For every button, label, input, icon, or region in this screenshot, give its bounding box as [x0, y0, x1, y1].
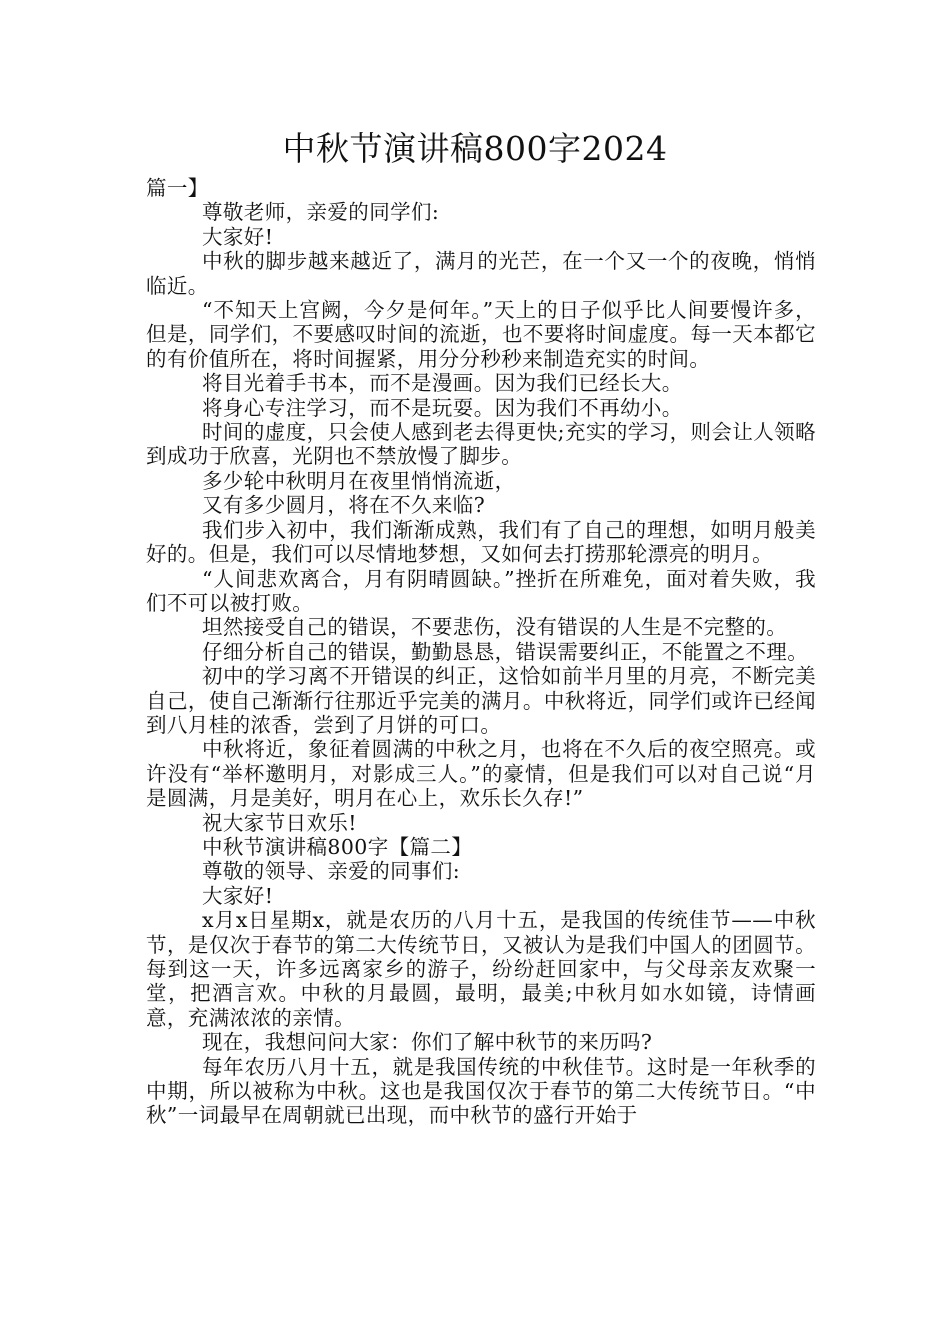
paragraph: 每年农历八月十五，就是我国传统的中秋佳节。这时是一年秋季的中期，所以被称为中秋。这也是我国仅次于春节的第二大传统节日。“中秋”一词最早在周朝就已出现，而中秋节的盛行开始于	[146, 1054, 816, 1128]
paragraph: 中秋将近，象征着圆满的中秋之月，也将在不久后的夜空照亮。或许没有“举杯邀明月，对影成三人。”的豪情，但是我们可以对自己说“月是圆满，月是美好，明月在心上，欢乐长久存!”	[146, 737, 816, 811]
paragraph: 仔细分析自己的错误，勤勤恳恳，错误需要纠正，不能置之不理。	[202, 639, 809, 664]
paragraph: 祝大家节日欢乐!	[202, 810, 357, 835]
paragraph: 将目光着手书本，而不是漫画。因为我们已经长大。	[202, 371, 683, 396]
paragraph: 现在，我想问问大家：你们了解中秋节的来历吗?	[202, 1030, 653, 1055]
paragraph: 尊敬老师，亲爱的同学们:	[202, 200, 440, 225]
paragraph: 中秋的脚步越来越近了，满月的光芒，在一个又一个的夜晚，悄悄临近。	[146, 249, 816, 298]
paragraph: 我们步入初中，我们渐渐成熟，我们有了自己的理想，如明月般美好的。但是，我们可以尽情地梦想，又如何去打捞那轮漂亮的明月。	[146, 517, 816, 567]
section-label: 篇一】	[146, 176, 209, 200]
paragraph: 多少轮中秋明月在夜里悄悄流逝，	[202, 468, 516, 493]
paragraph: 大家好!	[202, 224, 274, 249]
document-body	[146, 176, 816, 1128]
paragraph: 坦然接受自己的错误，不要悲伤，没有错误的人生是不完整的。	[202, 615, 788, 640]
paragraph: 时间的虚度，只会使人感到老去得更快;充实的学习，则会让人领略到成功于欣喜，光阴也不禁放慢了脚步。	[146, 420, 816, 469]
paragraph: x月x日星期x，就是农历的八月十五，是我国的传统佳节——中秋节，是仅次于春节的第二大传统节日，又被认为是我们中国人的团圆节。每到这一天，许多远离家乡的游子，纷纷赶回家中，与父母亲友欢聚一堂，把酒言欢。中秋的月最圆，最明，最美;中秋月如水如镜，诗情画意，充满浓浓的亲情。	[146, 908, 816, 1030]
paragraph: 又有多少圆月，将在不久来临?	[202, 493, 486, 518]
paragraph: “人间悲欢离合，月有阴晴圆缺。”挫折在所难免，面对着失败，我们不可以被打败。	[146, 566, 816, 615]
paragraph: “不知天上宫阙，今夕是何年。”天上的日子似乎比人间要慢许多，但是，同学们，不要感叹时间的流逝，也不要将时间虚度。每一天本都它的有价值所在，将时间握紧，用分分秒秒来制造充实的时间。	[146, 298, 816, 371]
paragraph: 大家好!	[202, 883, 274, 908]
document-title: 中秋节演讲稿800字2024	[282, 129, 668, 168]
section-heading: 中秋节演讲稿800字【篇二】	[202, 834, 473, 859]
paragraph: 初中的学习离不开错误的纠正，这恰如前半月里的月亮，不断完美自己，使自己渐渐行往那近乎完美的满月。中秋将近，同学们或许已经闻到八月桂的浓香，尝到了月饼的可口。	[146, 664, 816, 737]
paragraph: 尊敬的领导、亲爱的同事们:	[202, 859, 461, 884]
paragraph: 将身心专注学习，而不是玩耍。因为我们不再幼小。	[202, 395, 683, 420]
